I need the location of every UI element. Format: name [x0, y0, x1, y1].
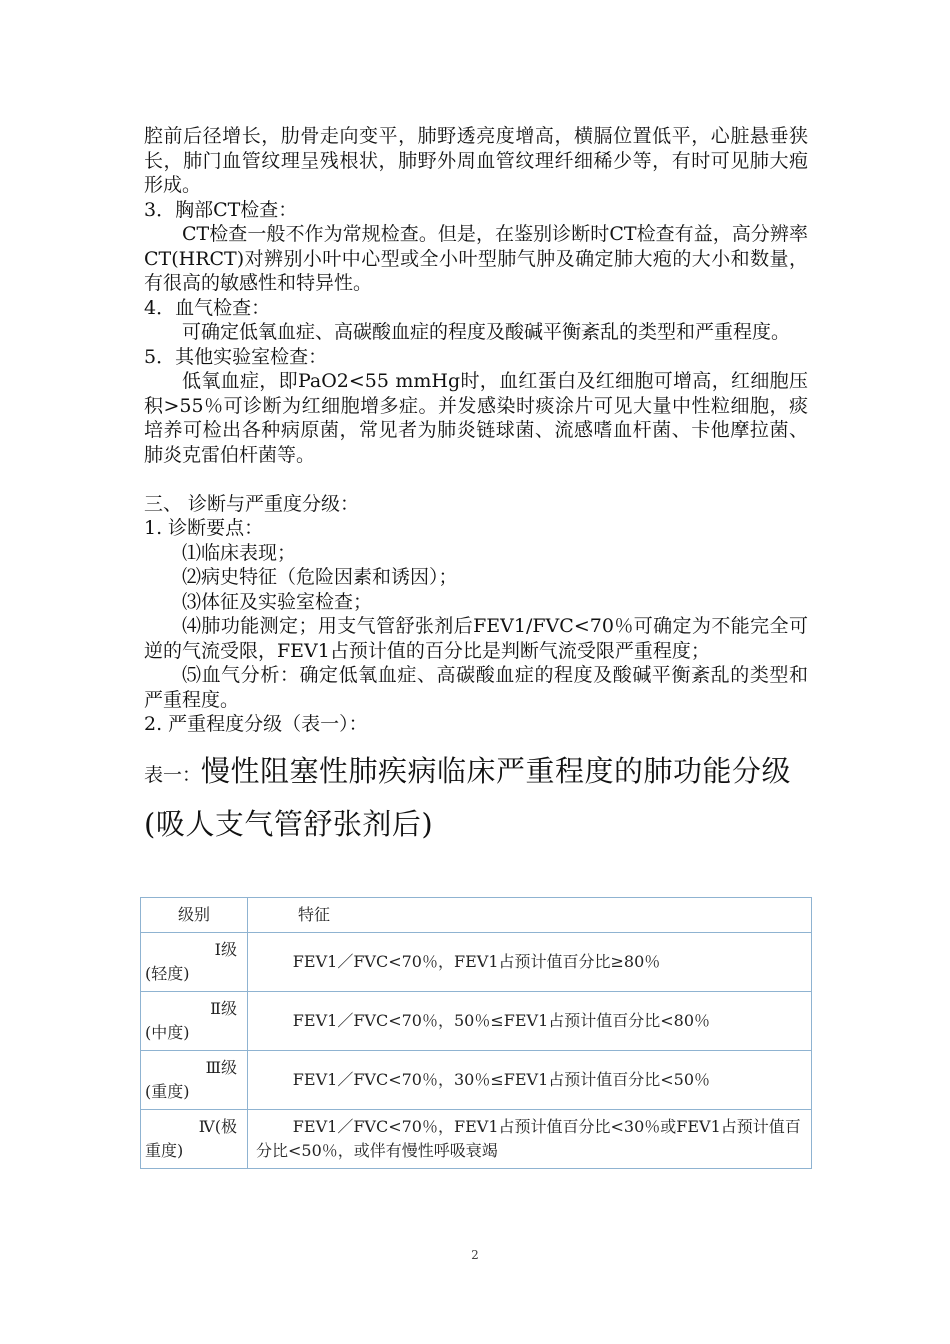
paragraph: 3．胸部CT检查： [144, 198, 298, 221]
paragraph: ⑷肺功能测定；用支气管舒张剂后FEV1/FVC<70％可确定为不能完全可逆的气流受限，FEV1占预计值的百分比是判断气流受限严重程度； [144, 615, 808, 662]
table-row [141, 1051, 812, 1110]
severity-table [140, 897, 812, 1169]
feature-text: FEV1／FVC<70％，50％≤FEV1占预计值百分比<80％ [292, 1011, 711, 1030]
grade-cell [141, 933, 248, 992]
grade-cell [141, 992, 248, 1051]
paragraph: ⑸血气分析：确定低氧血症、高碳酸血症的程度及酸碱平衡紊乱的类型和严重程度。 [144, 664, 808, 711]
paragraph: 腔前后径增长，肋骨走向变平，肺野透亮度增高，横膈位置低平，心脏悬垂狭长，肺门血管纹理呈残根状，肺野外周血管纹理纤细稀少等，有时可见肺大疱形成。 [144, 125, 808, 196]
table-caption-prefix: 表一： [144, 763, 202, 786]
feature-text: FEV1／FVC<70％，FEV1占预计值百分比<30％或FEV1占预计值百分比<50％，或伴有慢性呼吸衰竭 [256, 1117, 801, 1160]
feature-text: FEV1／FVC<70％，FEV1占预计值百分比≥80％ [292, 952, 661, 971]
paragraph: 4．血气检查： [144, 296, 271, 319]
grade-cell [141, 1110, 248, 1169]
table-header-grade: 级别 [141, 898, 248, 933]
feature-text: FEV1／FVC<70％，30％≤FEV1占预计值百分比<50％ [292, 1070, 711, 1089]
paragraph: 可确定低氧血症、高碳酸血症的程度及酸碱平衡紊乱的类型和严重程度。 [182, 321, 791, 343]
grade-label: Ⅳ(极 [198, 1117, 237, 1136]
grade-label: Ⅱ级 [210, 999, 237, 1018]
page-number: 2 [471, 1248, 479, 1262]
table-header-feature: 特征 [248, 898, 812, 933]
severity-label: 重度) [145, 1141, 184, 1160]
severity-label: (中度) [145, 1023, 190, 1042]
paragraph: 2. 严重程度分级（表一）： [144, 713, 368, 735]
severity-label: (重度) [145, 1082, 190, 1101]
table-caption-title: 慢性阻塞性肺疾病临床严重程度的肺功能分级(吸人支气管舒张剂后) [144, 753, 792, 841]
paragraph: 低氧血症，即PaO2<55 mmHg时，血红蛋白及红细胞可增高，红细胞压积>55％可诊断为红细胞增多症。并发感染时痰涂片可见大量中性粒细胞，痰培养可检出各种病原菌，常见者为肺炎链球菌、流感嗜血杆菌、卡他摩拉菌、肺炎克雷伯杆菌等。 [144, 370, 808, 466]
table-header-row [141, 898, 812, 933]
paragraph: 三、 诊断与严重度分级： [144, 492, 360, 515]
feature-cell [248, 1051, 812, 1110]
paragraph-list [144, 124, 808, 737]
paragraph: 1. 诊断要点： [144, 517, 264, 539]
document-body [144, 124, 808, 853]
table-caption [144, 747, 808, 853]
blank-line [144, 467, 808, 492]
table-row [141, 933, 812, 992]
grade-label: Ⅲ级 [205, 1058, 237, 1077]
severity-label: (轻度) [145, 964, 190, 983]
grade-label: Ⅰ级 [214, 940, 237, 959]
paragraph: ⑶体征及实验室检查； [182, 590, 373, 613]
feature-cell [248, 933, 812, 992]
table-row [141, 992, 812, 1051]
feature-cell [248, 1110, 812, 1169]
table-row [141, 1110, 812, 1169]
paragraph: ⑵病史特征（危险因素和诱因）； [182, 566, 458, 588]
paragraph: CT检查一般不作为常规检查。但是，在鉴别诊断时CT检查有益，高分辨率CT(HRCT)对辨别小叶中心型或全小叶型肺气肿及确定肺大疱的大小和数量，有很高的敏感性和特异性。 [144, 223, 808, 294]
paragraph: 5．其他实验室检查： [144, 345, 328, 368]
paragraph: ⑴临床表现； [182, 541, 297, 564]
grade-cell [141, 1051, 248, 1110]
feature-cell [248, 992, 812, 1051]
